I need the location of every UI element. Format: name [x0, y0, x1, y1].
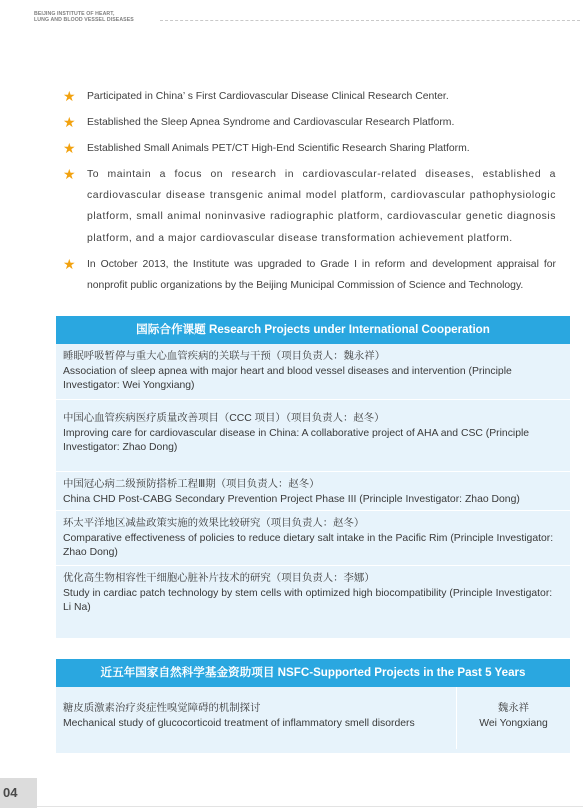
- header-line-1: BEIJING INSTITUTE OF HEART,: [34, 11, 115, 17]
- star-icon: ★: [63, 114, 76, 130]
- project-title-cell: [56, 687, 457, 749]
- project-entry: [56, 400, 570, 472]
- project-entry: [56, 511, 570, 566]
- project-entry: [56, 472, 570, 511]
- header-line-2: LUNG AND BLOOD VESSEL DISEASES: [34, 17, 134, 24]
- nsfc-projects-panel: [56, 659, 570, 753]
- star-icon: ★: [63, 255, 76, 272]
- list-item: [62, 138, 556, 159]
- project-title-cn: 环太平洋地区减盐政策实施的效果比较研究（项目负责人：赵冬）: [63, 518, 365, 529]
- list-item-text: Established Small Animals PET/CT High-End Scientific Research Sharing Platform.: [87, 143, 470, 154]
- project-entry: [56, 566, 570, 621]
- list-item-text: To maintain a focus on research in cardiovascular-related diseases, established a cardiovascular disease transgenic animal model platform, cardiovascular pathophysiologic platform, small animal noninvasive radiographic platform, cardiovascular genetic diagnosis platform, and a major cardiovascular disease transformation achievement platform.: [87, 169, 556, 244]
- star-icon: ★: [63, 88, 76, 104]
- project-title-en: China CHD Post-CABG Secondary Prevention Project Phase III (Principle Investigator: Zhao Dong): [63, 493, 520, 505]
- list-item: [62, 164, 556, 249]
- achievements-list: [62, 86, 556, 301]
- project-title-cn: 糖皮质激素治疗炎症性嗅觉障碍的机制探讨: [63, 703, 261, 714]
- project-title-cn: 睡眠呼吸暂停与重大心血管疾病的关联与干预（项目负责人：魏永祥）: [63, 351, 386, 362]
- project-title-en: Improving care for cardiovascular disease in China: A collaborative project of AHA and CSC (Principle Investigator: Zhao Dong): [63, 427, 530, 454]
- list-item-text: In October 2013, the Institute was upgraded to Grade I in reform and development appraisal for nonprofit public organizations by the Beijing Municipal Commission of Science and Technology.: [87, 258, 556, 291]
- list-item: [62, 254, 556, 296]
- table-row: [56, 687, 570, 749]
- star-icon: ★: [63, 140, 76, 156]
- page-number-tab: [0, 778, 37, 808]
- project-title-en: Association of sleep apnea with major heart and blood vessel diseases and intervention (Principle Investigator: Wei Yongxiang): [63, 365, 512, 392]
- investigator-name-cn: 魏永祥: [497, 703, 530, 714]
- project-title-cn: 中国心血管疾病医疗质量改善项目（CCC 项目）（项目负责人：赵冬）: [63, 413, 385, 424]
- header-divider: [160, 20, 580, 21]
- star-icon: ★: [63, 166, 77, 182]
- list-item: [62, 86, 556, 107]
- investigator-name-en: Wei Yongxiang: [479, 718, 548, 729]
- list-item: [62, 112, 556, 133]
- project-title-cn: 优化高生物相容性干细胞心脏补片技术的研究（项目负责人：李娜）: [63, 573, 375, 584]
- project-entry: [56, 344, 570, 400]
- section-heading: 近五年国家自然科学基金资助项目 NSFC-Supported Projects in the Past 5 Years: [56, 659, 570, 687]
- project-title-cn: 中国冠心病二级预防搭桥工程Ⅲ期（项目负责人：赵冬）: [63, 479, 320, 490]
- project-title-en: Study in cardiac patch technology by stem cells with optimized high biocompatibility (Principle Investigator: Li Na): [63, 587, 553, 614]
- section-heading: 国际合作课题 Research Projects under International Cooperation: [56, 316, 570, 344]
- page-number: 04: [3, 785, 18, 800]
- publication-header: [34, 11, 134, 24]
- project-title-en: Mechanical study of glucocorticoid treatment of inflammatory smell disorders: [63, 718, 415, 729]
- list-item-text: Participated in China’ s First Cardiovascular Disease Clinical Research Center.: [87, 91, 449, 102]
- international-projects-panel: [56, 316, 570, 638]
- list-item-text: Established the Sleep Apnea Syndrome and Cardiovascular Research Platform.: [87, 117, 455, 128]
- project-title-en: Comparative effectiveness of policies to reduce dietary salt intake in the Pacific Rim (Principle Investigator: Zhao Dong): [63, 532, 554, 559]
- principal-investigator-cell: [457, 687, 570, 749]
- footer-divider: [37, 806, 583, 807]
